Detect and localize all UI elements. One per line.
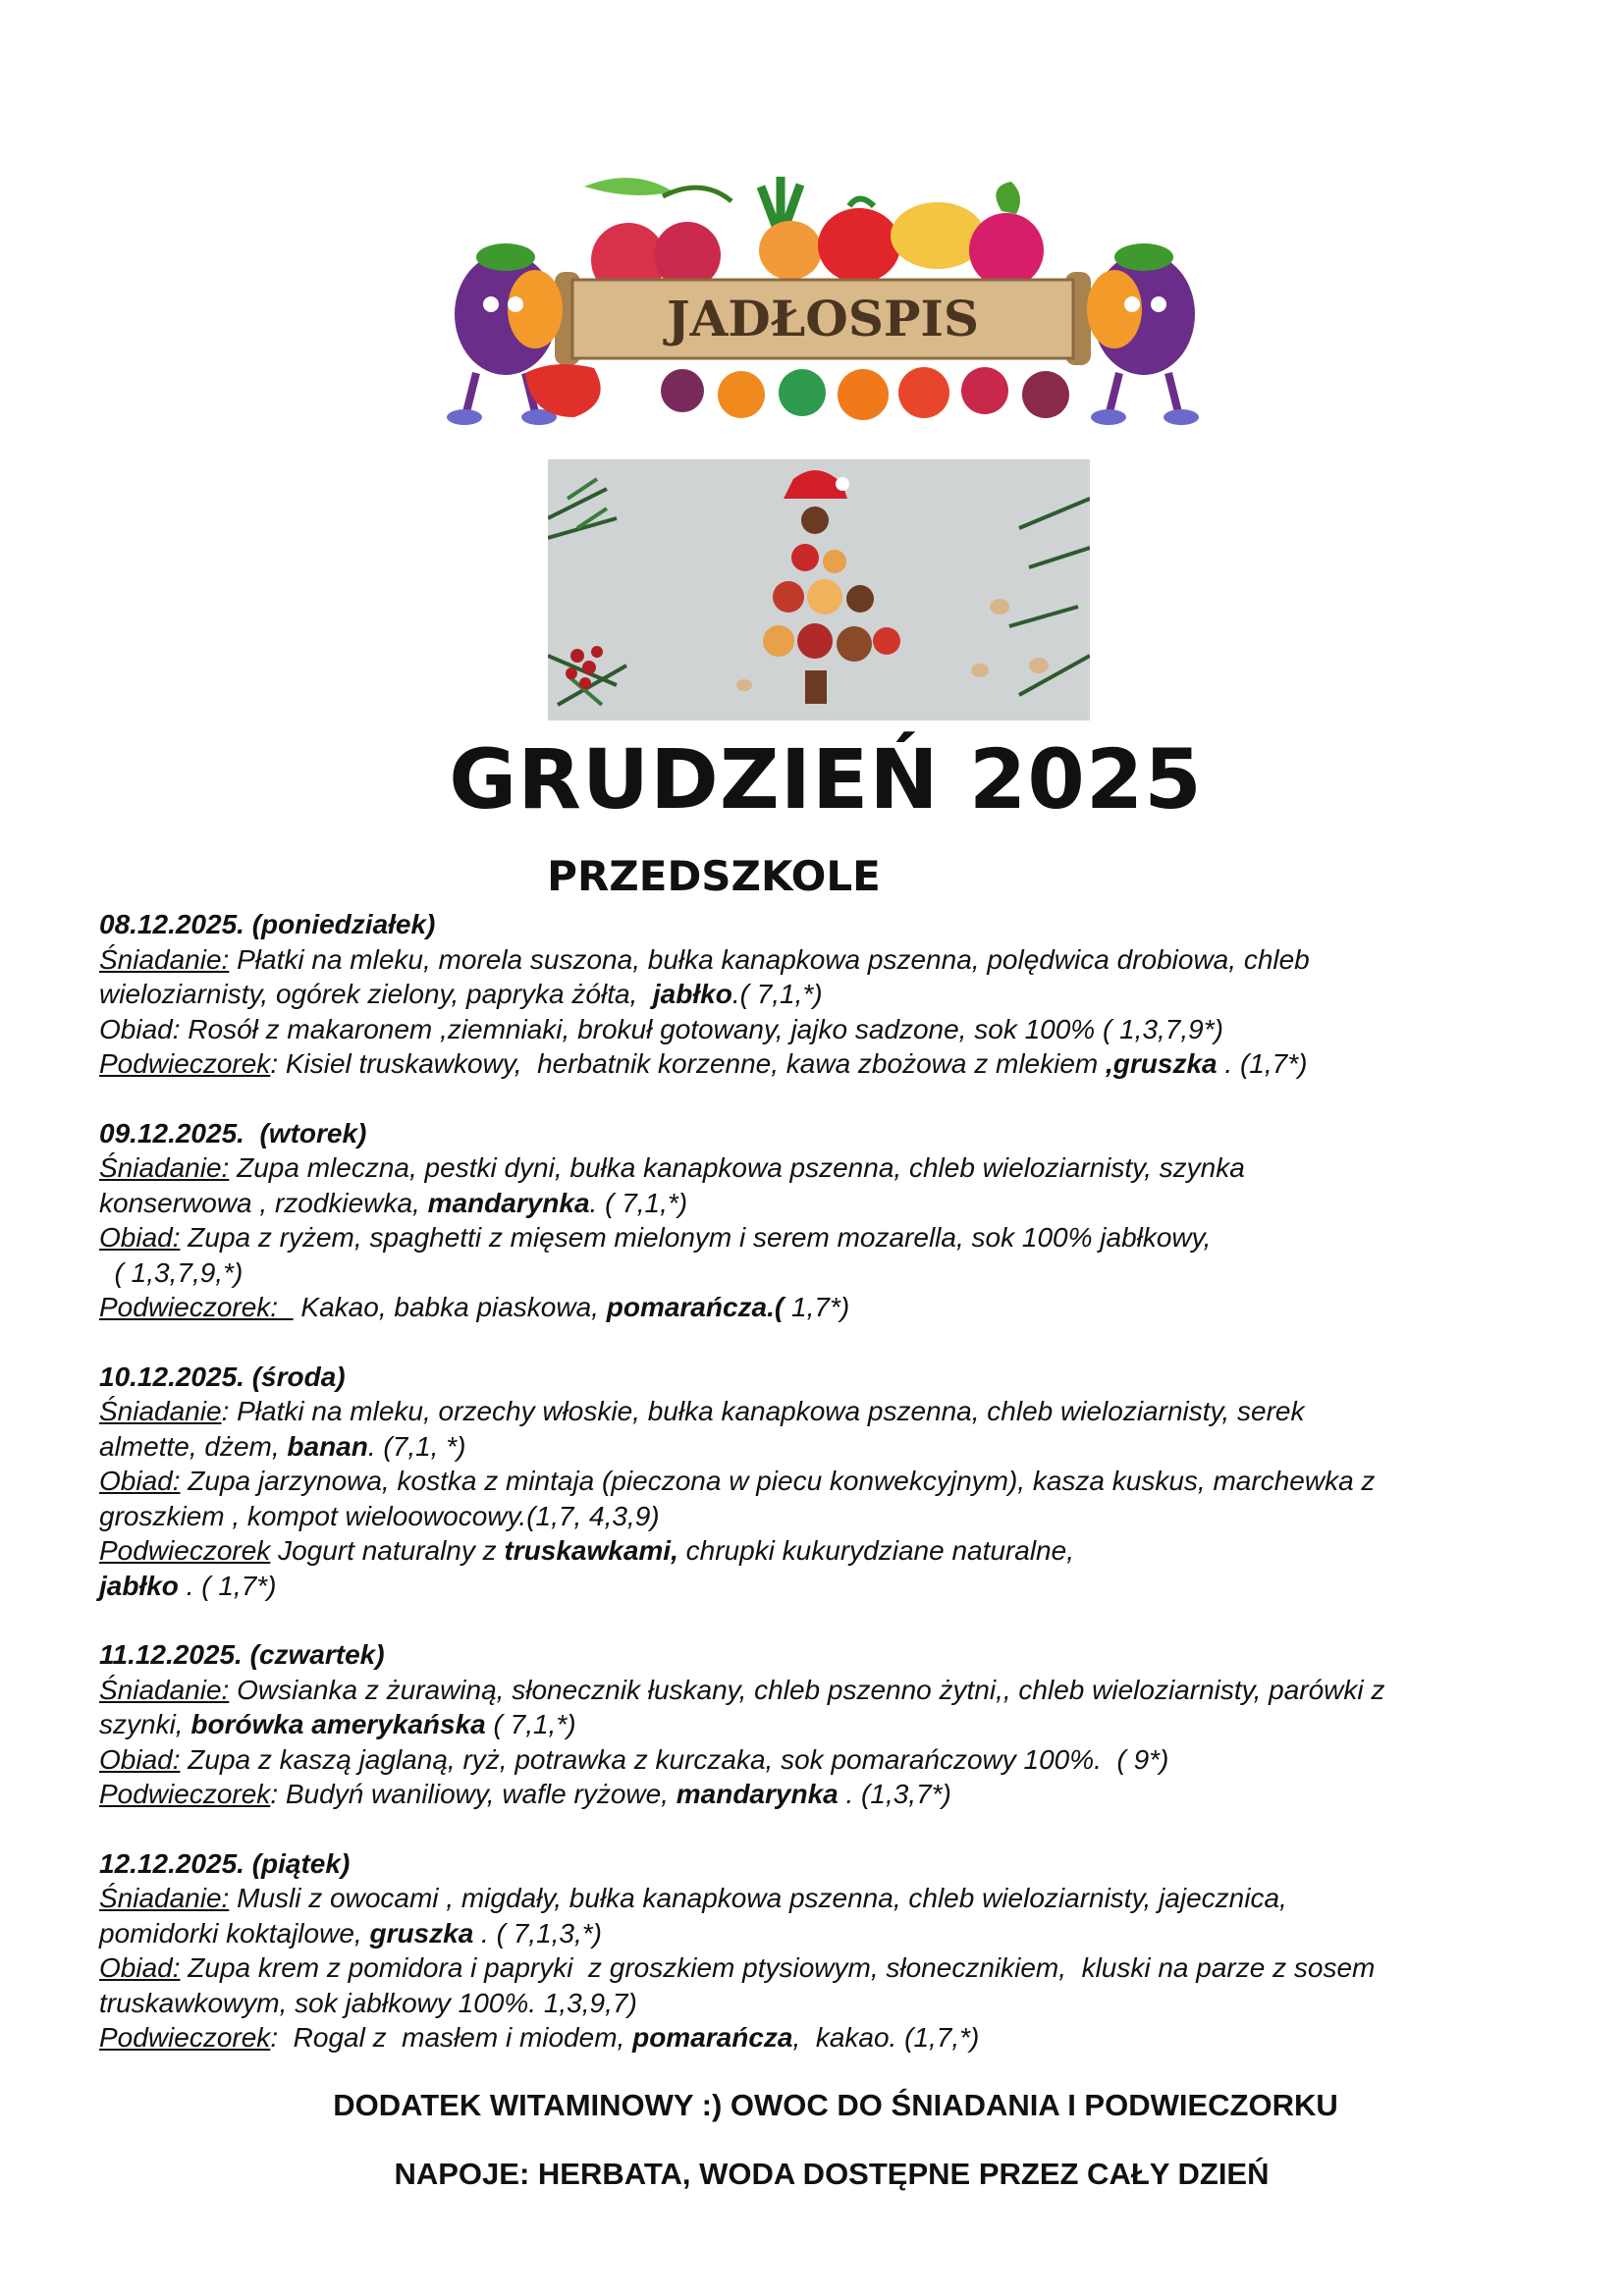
menu-text: chrupki kukurydziane naturalne,	[677, 1535, 1074, 1566]
menu-text: . (1,3,7*)	[838, 1779, 951, 1809]
menu-day	[99, 1637, 1552, 1812]
menu-text: Jogurt naturalny z	[270, 1535, 505, 1566]
menu-line	[99, 1881, 1552, 1916]
menu-text: groszkiem , kompot wieloowocowy.(1,7, 4,3,9)	[99, 1500, 660, 1531]
menu-day-date: 08.12.2025. (poniedziałek)	[99, 909, 436, 939]
menu-text: 1,7*)	[784, 1292, 850, 1322]
meal-label: Podwieczorek	[99, 1535, 271, 1566]
menu-day	[99, 1116, 1552, 1325]
menu-text: : Rogal z masłem i miodem,	[270, 2022, 633, 2053]
menu-line	[99, 1950, 1552, 1986]
menu-line	[99, 1290, 1552, 1325]
menu-text: ( 1,3,7,9,*)	[99, 1256, 244, 1288]
menu-line	[99, 1673, 1552, 1708]
menu-line	[99, 1742, 1552, 1778]
meal-label: Śniadanie:	[99, 943, 230, 975]
menu-line	[99, 942, 1552, 978]
menu-day-date: 10.12.2025. (środa)	[99, 1361, 346, 1392]
meal-label: Podwieczorek	[99, 1779, 271, 1809]
menu-line	[99, 1986, 1552, 2021]
menu-text: . ( 1,7*)	[178, 1570, 277, 1601]
menu-text: : Płatki na mleku, orzechy włoskie, bułka kanapkowa pszenna, chleb wieloziarnisty, serek	[221, 1396, 1305, 1426]
meal-label: Obiad:	[99, 1952, 181, 1983]
menu-line	[99, 1012, 1552, 1047]
menu-line	[99, 1255, 1552, 1291]
menu-text: Zupa z ryżem, spaghetti z mięsem mielonym i serem mozarella, sok 100% jabłkowy,	[180, 1222, 1212, 1253]
menu-text: . ( 7,1,3,*)	[473, 1917, 602, 1949]
title-banner	[555, 272, 1091, 365]
menu-day-date: 09.12.2025. (wtorek)	[99, 1117, 367, 1148]
menu-line	[99, 1707, 1552, 1742]
menu-text: Zupa z kaszą jaglaną, ryż, potrawka z kurczaka, sok pomarańczowy 100%. ( 9*)	[180, 1743, 1169, 1775]
menu-line	[99, 1499, 1552, 1534]
menu-text: Obiad: Rosół z makaronem ,ziemniaki, brokuł gotowany, jajko sadzone, sok 100% ( 1,3,7,9*)	[99, 1013, 1223, 1044]
menu-line	[99, 1150, 1552, 1186]
fruit-highlight: jabłko	[652, 979, 732, 1009]
fruit-highlight: borówka amerykańska	[190, 1709, 486, 1739]
menu-text: Zupa krem z pomidora i papryki z groszkiem ptysiowym, słonecznikiem, kluski na parze z sosem	[180, 1952, 1376, 1983]
menu-day-date: 12.12.2025. (piątek)	[99, 1847, 351, 1879]
menu-text: konserwowa , rzodkiewka,	[99, 1187, 428, 1218]
menu-line	[99, 1777, 1552, 1812]
menu-text: Zupa jarzynowa, kostka z mintaja (pieczona w piecu konwekcyjnym), kasza kuskus, marchewka z	[180, 1466, 1376, 1496]
logo-text: JADŁOSPIS	[666, 290, 980, 347]
menu-text: pomidorki koktajlowe,	[99, 1917, 370, 1949]
menu-text: truskawkowym, sok jabłkowy 100%. 1,3,9,7)	[99, 1987, 637, 2018]
menu-line	[99, 1429, 1552, 1465]
menu-text: .( 7,1,*)	[731, 979, 823, 1009]
fruit-highlight: pomarańcza	[632, 2022, 793, 2053]
menu-day	[99, 1846, 1552, 2056]
meal-label: Śniadanie:	[99, 1152, 230, 1183]
menu-line	[99, 1464, 1552, 1499]
menu-text: almette, dżem,	[99, 1430, 288, 1462]
menu-line	[99, 1569, 1552, 1604]
fruit-highlight: banan	[287, 1430, 368, 1462]
menu-text: Zupa mleczna, pestki dyni, bułka kanapkowa pszenna, chleb wieloziarnisty, szynka	[229, 1152, 1245, 1183]
menu-text: : Budyń waniliowy, wafle ryżowe,	[270, 1779, 677, 1809]
meal-label: Podwieczorek	[99, 2022, 271, 2053]
meal-label: Podwieczorek	[99, 1048, 271, 1079]
menu-text: Kakao, babka piaskowa,	[293, 1292, 607, 1322]
vegetable-bottom-row	[525, 364, 1069, 420]
meal-label: Śniadanie:	[99, 1674, 230, 1705]
fruit-highlight: mandarynka	[427, 1187, 590, 1218]
menu-text: , kakao. (1,7,*)	[792, 2022, 980, 2053]
menu-line	[99, 1533, 1552, 1569]
jadlospis-logo	[437, 167, 1213, 432]
menu-day-date: 11.12.2025. (czwartek)	[99, 1639, 385, 1670]
fruit-highlight: truskawkami,	[504, 1535, 678, 1566]
vitamin-note: DODATEK WITAMINOWY :) OWOC DO ŚNIADANIA I PODWIECZORKU	[333, 2088, 1338, 2122]
menu-line	[99, 977, 1552, 1012]
menu-day	[99, 907, 1552, 1082]
menu-text: . (1,7*)	[1217, 1048, 1308, 1079]
fruit-highlight: jabłko	[99, 1570, 179, 1601]
drinks-note: NAPOJE: HERBATA, WODA DOSTĘPNE PRZEZ CAŁY DZIEŃ	[394, 2157, 1270, 2191]
menu-text: . (7,1, *)	[367, 1430, 466, 1462]
page-subtitle: PRZEDSZKOLE	[547, 852, 881, 900]
menu-list	[99, 907, 1552, 2090]
christmas-food-tree-photo	[548, 459, 1090, 721]
meal-label: Obiad:	[99, 1222, 181, 1253]
menu-text: Płatki na mleku, morela suszona, bułka kanapkowa pszenna, polędwica drobiowa, chleb	[229, 943, 1310, 975]
fruit-highlight: ,gruszka	[1106, 1048, 1218, 1079]
menu-text: ( 7,1,*)	[485, 1709, 576, 1739]
fruit-highlight: gruszka	[369, 1917, 474, 1949]
meal-label: Obiad:	[99, 1466, 181, 1496]
menu-line	[99, 1186, 1552, 1221]
menu-text: wieloziarnisty, ogórek zielony, papryka żółta,	[99, 979, 653, 1009]
page-title: GRUDZIEŃ 2025	[449, 731, 1203, 828]
meal-label: Śniadanie	[99, 1396, 222, 1426]
menu-text: : Kisiel truskawkowy, herbatnik korzenne, kawa zbożowa z mlekiem	[270, 1048, 1107, 1079]
menu-line	[99, 2020, 1552, 2056]
menu-text: szynki,	[99, 1709, 191, 1739]
menu-text: . ( 7,1,*)	[589, 1187, 688, 1218]
menu-line	[99, 1916, 1552, 1951]
menu-line	[99, 1394, 1552, 1429]
meal-label: Obiad:	[99, 1743, 181, 1775]
meal-label: Podwieczorek:	[99, 1292, 294, 1322]
menu-line	[99, 1220, 1552, 1255]
meal-label: Śniadanie:	[99, 1883, 230, 1913]
menu-text: Owsianka z żurawiną, słonecznik łuskany, chleb pszenno żytni,, chleb wieloziarnisty, parówki z	[229, 1674, 1385, 1705]
fruit-highlight: mandarynka	[676, 1779, 839, 1809]
eggplant-character-right	[1087, 243, 1199, 425]
menu-day	[99, 1360, 1552, 1604]
menu-text: Musli z owocami , migdały, bułka kanapkowa pszenna, chleb wieloziarnisty, jajecznica,	[229, 1883, 1287, 1913]
fruit-highlight: pomarańcza.(	[606, 1292, 785, 1322]
menu-line	[99, 1046, 1552, 1082]
